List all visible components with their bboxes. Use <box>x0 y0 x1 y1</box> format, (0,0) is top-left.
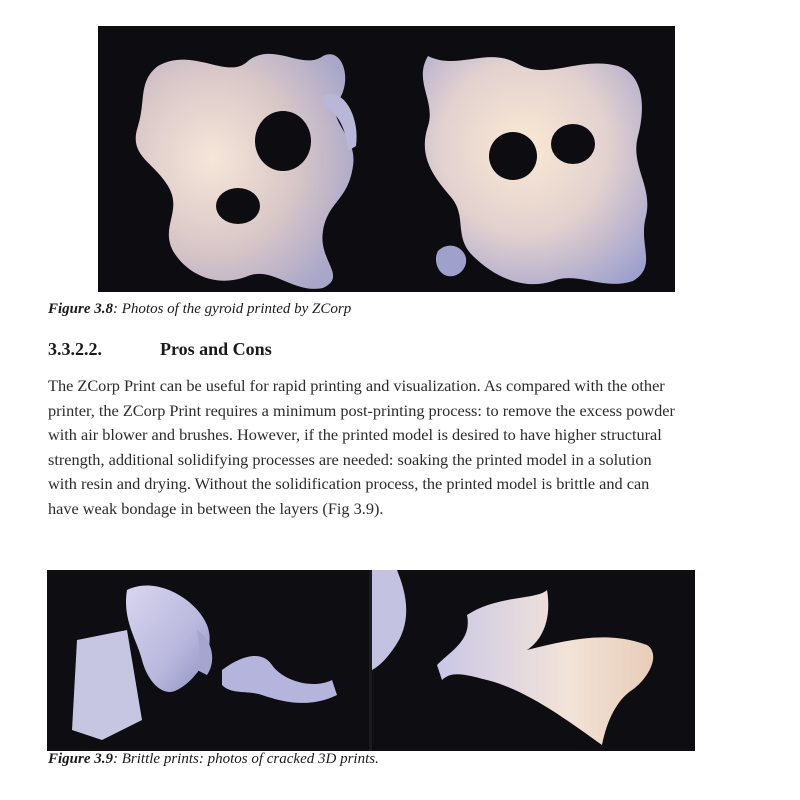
figure-3-9-caption <box>48 751 379 768</box>
figure-3-8-caption <box>48 301 351 318</box>
cracked-prints-illustration <box>47 570 695 751</box>
body-line: printer, the ZCorp Print requires a minimum post-printing process: to remove the excess powder <box>48 400 675 420</box>
figure-3-9-caption-text: : Brittle prints: photos of cracked 3D prints. <box>113 751 379 767</box>
body-line: The ZCorp Print can be useful for rapid printing and visualization. As compared with the other <box>48 376 665 395</box>
body-line: with air blower and brushes. However, if the printed model is desired to have higher structural <box>48 425 662 444</box>
figure-3-9-label: Figure 3.9 <box>48 751 114 767</box>
body-line: with resin and drying. Without the solidification process, the printed model is brittle and can <box>48 474 650 493</box>
section-title: Pros and Cons <box>160 339 272 359</box>
body-line: strength, additional solidifying processes are needed: soaking the printed model in a solution <box>48 449 652 469</box>
figure-3-8-label: Figure 3.8 <box>48 301 114 317</box>
gyroid-photo-illustration <box>98 26 675 292</box>
body-line: have weak bondage in between the layers (Fig 3.9). <box>48 498 384 518</box>
body-paragraph <box>48 374 748 521</box>
figure-3-9-photo <box>47 570 695 751</box>
section-heading <box>48 339 272 360</box>
section-number: 3.3.2.2. <box>48 339 102 359</box>
figure-3-8-caption-text: : Photos of the gyroid printed by ZCorp <box>113 301 352 317</box>
figure-3-8-photo <box>98 26 675 292</box>
